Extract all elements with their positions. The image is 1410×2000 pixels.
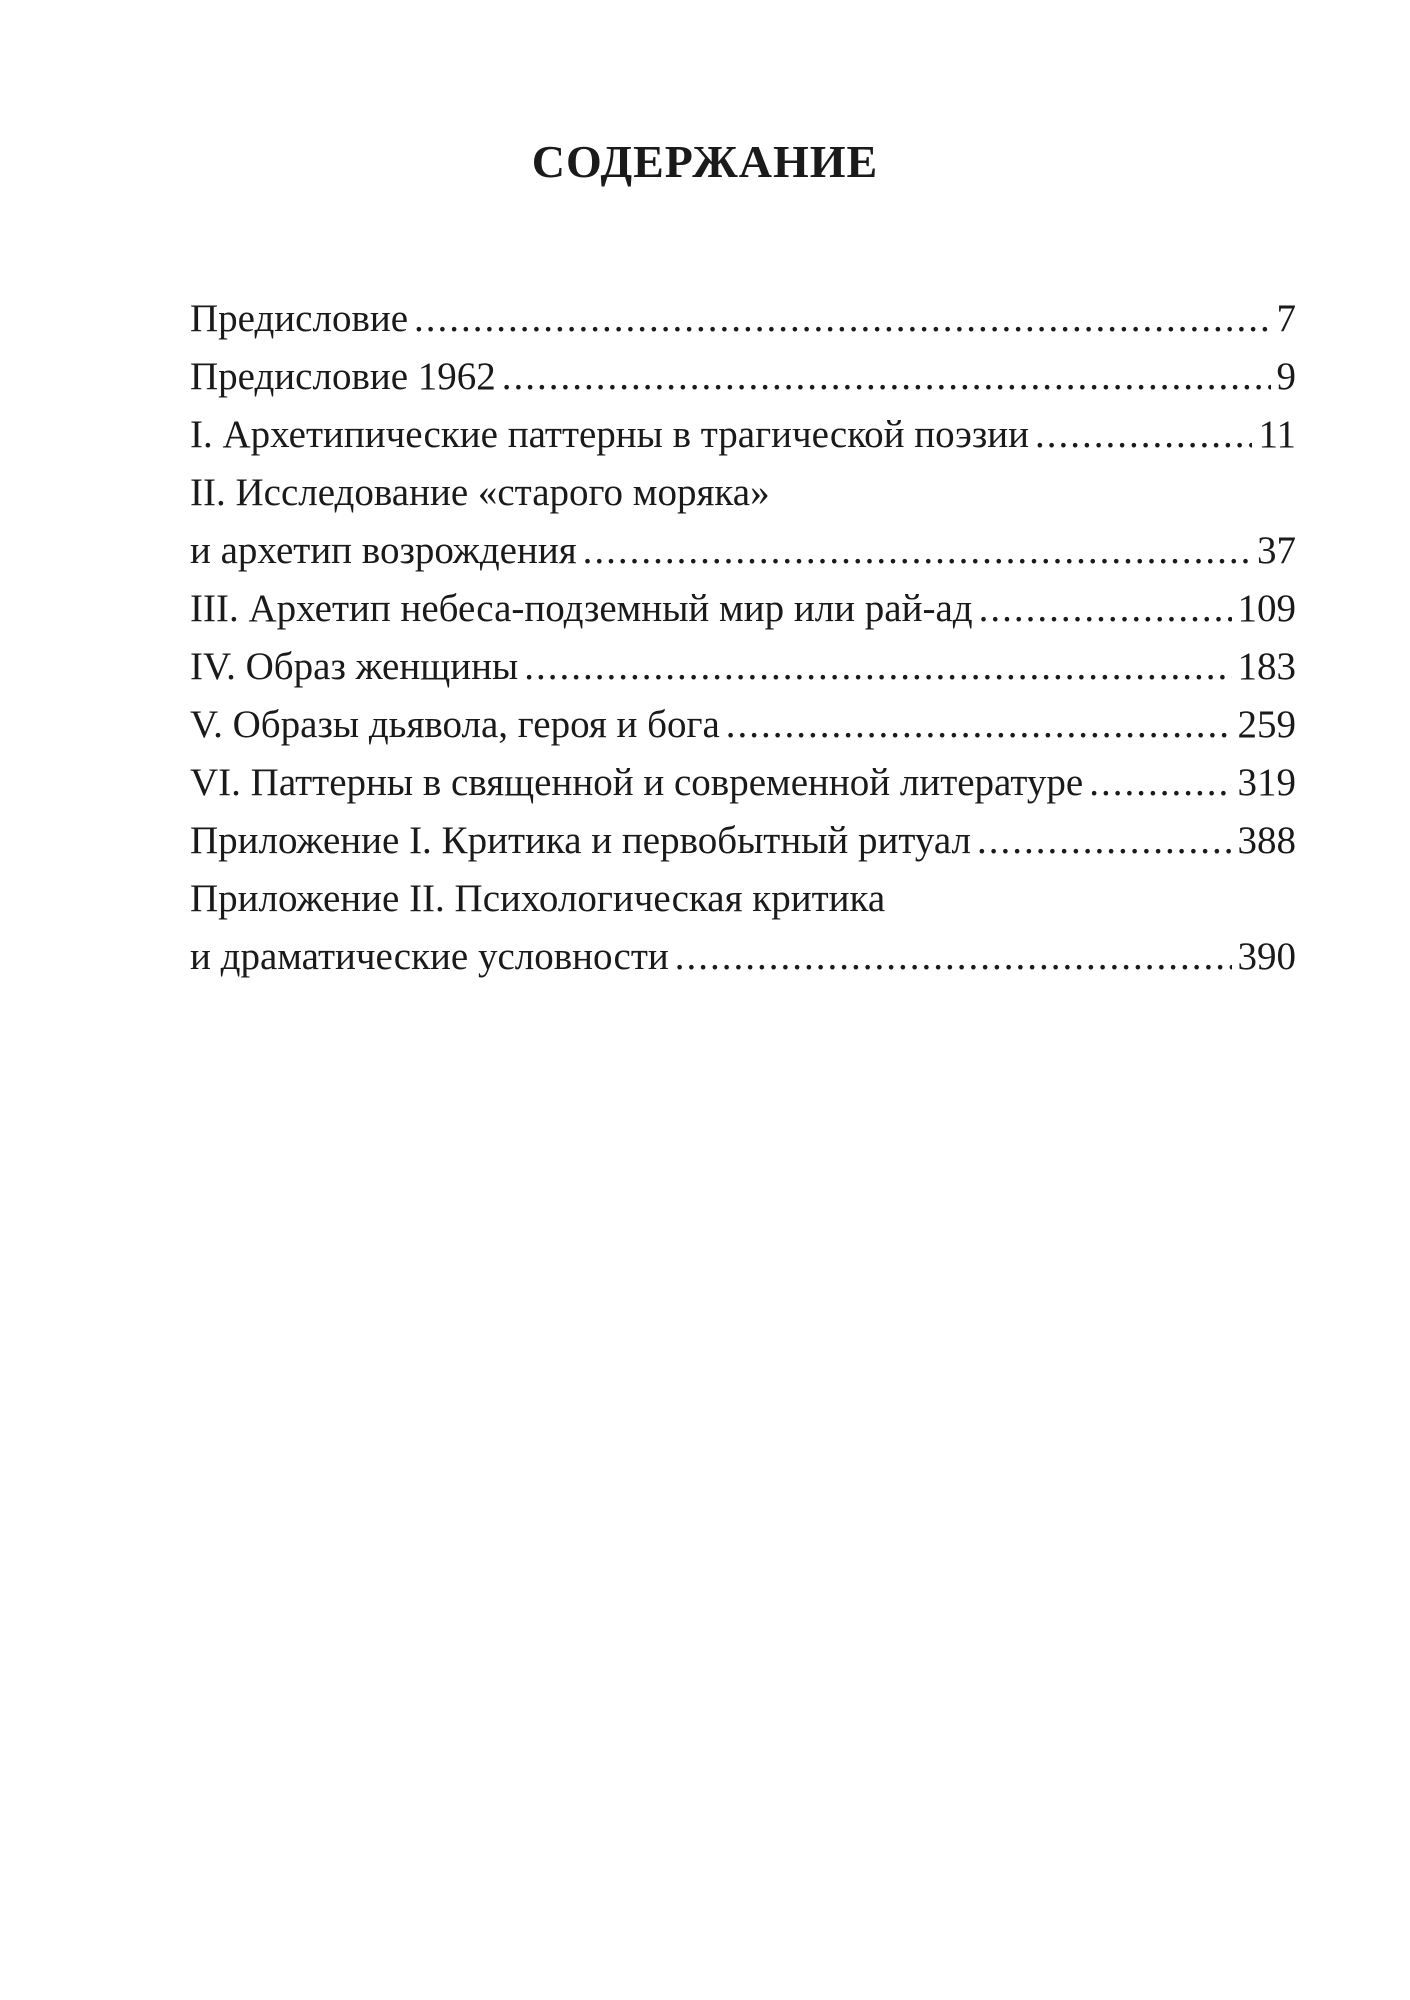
toc-entry-title: III. Архетип небеса-подземный мир или рай-ад xyxy=(190,587,973,630)
toc-entry-title: V. Образы дьявола, героя и бога xyxy=(190,703,720,746)
toc-entry-line xyxy=(190,406,1296,464)
toc-entry-title: Приложение II. Психологическая критика xyxy=(190,877,886,920)
toc-entry-line xyxy=(190,696,1296,754)
toc-entry-title: II. Исследование «старого моряка» xyxy=(190,471,770,514)
toc-page-number: 7 xyxy=(1276,297,1296,340)
toc-entry xyxy=(190,348,1296,406)
toc-entry xyxy=(190,464,1296,580)
toc-page-number: 37 xyxy=(1257,529,1296,572)
toc-page-number: 11 xyxy=(1258,413,1296,456)
toc-dot-leader xyxy=(1035,406,1252,464)
toc-entry-line xyxy=(190,638,1296,696)
toc-page-number: 390 xyxy=(1237,935,1296,978)
toc-entry xyxy=(190,638,1296,696)
toc-dot-leader xyxy=(726,696,1232,754)
toc-entry-title: Приложение I. Критика и первобытный ритуал xyxy=(190,819,972,862)
toc-entry xyxy=(190,580,1296,638)
toc-entry-title-continuation: и драматические условности xyxy=(190,935,669,978)
toc-entry-title: I. Архетипические паттерны в трагической поэзии xyxy=(190,413,1030,456)
toc-entry xyxy=(190,812,1296,870)
toc-entry xyxy=(190,696,1296,754)
toc-entry-title: Предисловие 1962 xyxy=(190,355,496,398)
toc-entry-title-continuation: и архетип возрождения xyxy=(190,529,577,572)
toc-title: СОДЕРЖАНИЕ xyxy=(531,136,879,187)
toc-page-number: 9 xyxy=(1276,355,1296,398)
toc-entry-line xyxy=(190,348,1296,406)
toc-dot-leader xyxy=(414,290,1270,348)
toc-page-number: 319 xyxy=(1237,761,1296,804)
toc-dot-leader xyxy=(524,638,1231,696)
toc-entry-line xyxy=(190,870,1296,928)
toc-entry-line xyxy=(190,290,1296,348)
toc-entry-line xyxy=(190,928,1296,986)
toc-dot-leader xyxy=(979,580,1232,638)
toc-dot-leader xyxy=(502,348,1271,406)
toc-dot-leader xyxy=(675,928,1232,986)
toc-page-number: 109 xyxy=(1237,587,1296,630)
toc-entry-title: IV. Образ женщины xyxy=(190,645,519,688)
toc-entry xyxy=(190,406,1296,464)
toc-entry-line xyxy=(190,522,1296,580)
toc-page-number: 259 xyxy=(1237,703,1296,746)
toc-dot-leader xyxy=(583,522,1251,580)
toc-entry-line xyxy=(190,754,1296,812)
toc-page-number: 183 xyxy=(1237,645,1296,688)
toc-entry xyxy=(190,870,1296,986)
toc-entry-line xyxy=(190,580,1296,638)
toc-entry-title: VI. Паттерны в священной и современной литературе xyxy=(190,761,1084,804)
toc-entry-line xyxy=(190,812,1296,870)
toc-dot-leader xyxy=(977,812,1231,870)
toc-entry xyxy=(190,754,1296,812)
toc-page-number: 388 xyxy=(1237,819,1296,862)
toc-entry-title: Предисловие xyxy=(190,297,409,340)
toc-dot-leader xyxy=(1089,754,1231,812)
toc-entry-line xyxy=(190,464,1296,522)
table-of-contents xyxy=(190,290,1296,986)
toc-entry xyxy=(190,290,1296,348)
